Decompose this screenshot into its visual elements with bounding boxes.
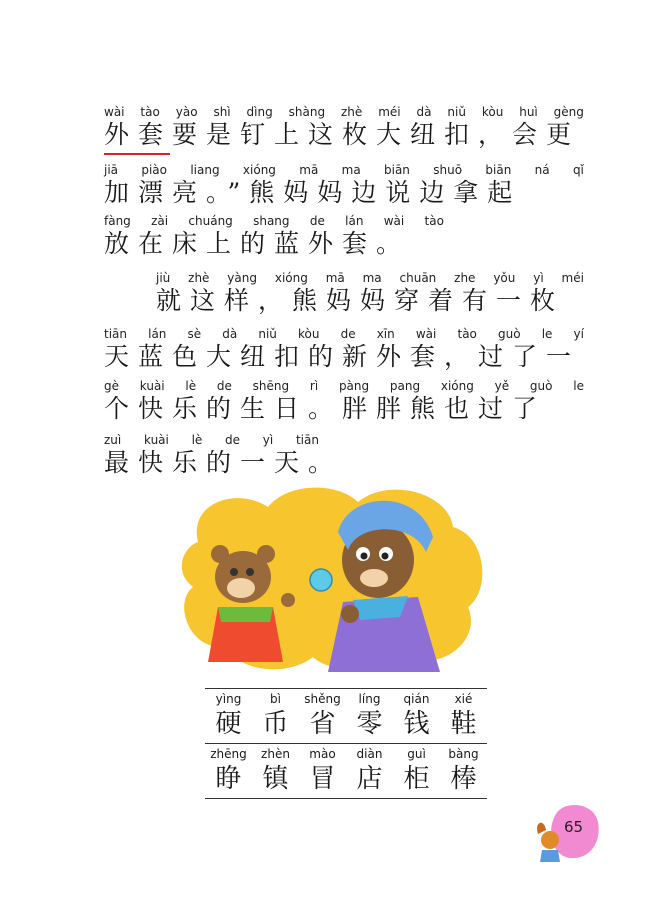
pinyin-row: [104, 213, 444, 229]
pinyin-syllable: tiān: [295, 433, 319, 447]
pinyin-syllable: rì: [309, 379, 319, 393]
bear-illustration: [178, 482, 488, 678]
pinyin-row: [104, 326, 584, 342]
pinyin-syllable: méi: [561, 271, 584, 285]
pinyin-syllable: de: [216, 379, 232, 393]
vocab-cell: líng: [358, 692, 381, 706]
vocab-cell: 鞋: [450, 709, 477, 739]
red-underline: [104, 153, 170, 155]
vocab-hanzi-row: [205, 762, 487, 798]
vocab-cell: bàng: [448, 747, 479, 761]
hanzi-row: 外套要是钉上这枚大纽扣，会更: [104, 120, 581, 149]
pinyin-syllable: kòu: [298, 327, 320, 341]
vocab-pinyin-row: [205, 689, 487, 707]
pinyin-syllable: tào: [140, 105, 160, 119]
pinyin-syllable: dà: [222, 327, 238, 341]
pinyin-syllable: wài: [415, 327, 437, 341]
pinyin-syllable: dà: [416, 105, 432, 119]
pinyin-syllable: wài: [104, 105, 125, 119]
pinyin-syllable: zhè: [340, 105, 363, 119]
pinyin-syllable: yǒu: [493, 271, 516, 285]
pinyin-syllable: xióng: [440, 379, 474, 393]
hanzi-row: 放在床上的蓝外套。: [104, 229, 411, 258]
vocab-cell: 钱: [403, 709, 430, 739]
text-line-2: [104, 162, 584, 208]
text-line-7: [104, 432, 343, 478]
page-number: 65: [564, 818, 584, 836]
hanzi-row: 天蓝色大纽扣的新外套，过了一: [104, 342, 581, 371]
text-line-5: [104, 326, 584, 372]
pinyin-syllable: gè: [104, 379, 119, 393]
vocab-cell: diàn: [356, 747, 383, 761]
pinyin-syllable: tiān: [104, 327, 127, 341]
vocab-cell: 柜: [403, 764, 430, 794]
text-line-3: [104, 213, 444, 259]
vocab-cell: xié: [454, 692, 473, 706]
hanzi-row: 加漂亮。”熊妈妈边说边拿起: [104, 178, 522, 207]
pinyin-syllable: gèng: [553, 105, 584, 119]
pinyin-syllable: le: [541, 327, 553, 341]
vocab-cell: shěng: [304, 692, 341, 706]
pinyin-syllable: de: [340, 327, 356, 341]
pinyin-syllable: ma: [362, 271, 382, 285]
pinyin-syllable: méi: [378, 105, 401, 119]
pinyin-row: [104, 270, 584, 286]
hanzi-row: 就这样，熊妈妈穿着有一枚: [156, 286, 565, 315]
pinyin-syllable: le: [573, 379, 584, 393]
pinyin-syllable: kòu: [481, 105, 504, 119]
pinyin-syllable: guò: [498, 327, 521, 341]
pinyin-syllable: xióng: [274, 271, 308, 285]
vocab-row-1: [205, 688, 487, 743]
pinyin-syllable: piào: [141, 163, 168, 177]
pinyin-syllable: de: [225, 433, 241, 447]
vocab-cell: 零: [356, 709, 383, 739]
pinyin-syllable: ma: [341, 163, 361, 177]
pinyin-syllable: shì: [213, 105, 231, 119]
pinyin-syllable: lè: [185, 379, 197, 393]
text-line-4: [104, 270, 584, 316]
pinyin-syllable: jiù: [156, 271, 171, 285]
pinyin-syllable: kuài: [143, 433, 169, 447]
vocab-row-2: [205, 743, 487, 799]
text-line-6: [104, 378, 584, 424]
hanzi-row: 个快乐的生日。胖胖熊也过了: [104, 394, 547, 423]
pinyin-syllable: lán: [148, 327, 167, 341]
vocab-cell: 硬: [215, 709, 242, 739]
vocab-cell: qián: [403, 692, 430, 706]
pinyin-syllable: chuáng: [188, 214, 233, 228]
pinyin-syllable: kuài: [139, 379, 165, 393]
pinyin-syllable: pàng: [338, 379, 370, 393]
vocab-cell: 省: [309, 709, 336, 739]
pinyin-syllable: niǔ: [258, 327, 277, 341]
pinyin-syllable: qǐ: [572, 163, 584, 177]
pinyin-syllable: shuō: [433, 163, 463, 177]
vocab-cell: 店: [356, 764, 383, 794]
vocab-cell: 币: [262, 709, 289, 739]
vocab-cell: zhēng: [210, 747, 247, 761]
vocab-cell: 冒: [309, 764, 336, 794]
vocab-cell: yìng: [215, 692, 242, 706]
pinyin-syllable: biān: [384, 163, 410, 177]
vocab-hanzi-row: [205, 707, 487, 743]
pinyin-syllable: xīn: [376, 327, 395, 341]
pinyin-syllable: yì: [262, 433, 274, 447]
pinyin-row: [104, 162, 584, 178]
vocab-cell: zhèn: [261, 747, 290, 761]
vocab-cell: 睁: [215, 764, 242, 794]
vocab-cell: 镇: [262, 764, 289, 794]
pinyin-syllable: wài: [383, 214, 405, 228]
pinyin-syllable: yě: [494, 379, 510, 393]
pinyin-syllable: shang: [253, 214, 290, 228]
pinyin-syllable: de: [309, 214, 325, 228]
pinyin-syllable: lán: [345, 214, 364, 228]
hanzi-row: 最快乐的一天。: [104, 448, 343, 477]
pinyin-syllable: niǔ: [447, 105, 466, 119]
vocab-cell: bì: [270, 692, 281, 706]
pinyin-syllable: tào: [424, 214, 444, 228]
pinyin-syllable: lè: [191, 433, 203, 447]
vocab-cell: guì: [407, 747, 426, 761]
pinyin-syllable: zài: [151, 214, 169, 228]
pinyin-syllable: shēng: [252, 379, 290, 393]
pinyin-syllable: yàng: [227, 271, 257, 285]
pinyin-syllable: sè: [187, 327, 202, 341]
pinyin-syllable: chuān: [399, 271, 437, 285]
pinyin-syllable: shàng: [288, 105, 326, 119]
pinyin-row: [104, 432, 319, 448]
pinyin-syllable: zhe: [454, 271, 476, 285]
pinyin-syllable: tào: [457, 327, 477, 341]
text-line-1: [104, 104, 584, 150]
vocab-cell: mào: [309, 747, 336, 761]
pinyin-syllable: dìng: [246, 105, 273, 119]
pinyin-row: [104, 104, 584, 120]
pinyin-syllable: fàng: [104, 214, 131, 228]
pinyin-syllable: zuì: [104, 433, 122, 447]
big-button: [310, 569, 332, 591]
pinyin-syllable: mā: [299, 163, 319, 177]
pinyin-syllable: yì: [533, 271, 544, 285]
pinyin-syllable: xióng: [242, 163, 276, 177]
pinyin-syllable: mā: [325, 271, 345, 285]
pinyin-syllable: pang: [389, 379, 421, 393]
pinyin-syllable: zhè: [188, 271, 210, 285]
pinyin-syllable: biān: [485, 163, 512, 177]
pinyin-syllable: jiā: [104, 163, 119, 177]
pinyin-syllable: guò: [529, 379, 553, 393]
pinyin-syllable: ná: [534, 163, 550, 177]
pinyin-syllable: liang: [190, 163, 220, 177]
vocab-cell: 棒: [450, 764, 477, 794]
pinyin-syllable: huì: [519, 105, 538, 119]
vocabulary-table: [205, 688, 487, 799]
pinyin-syllable: yào: [175, 105, 198, 119]
pinyin-syllable: yí: [573, 327, 584, 341]
pinyin-row: [104, 378, 584, 394]
vocab-pinyin-row: [205, 744, 487, 762]
